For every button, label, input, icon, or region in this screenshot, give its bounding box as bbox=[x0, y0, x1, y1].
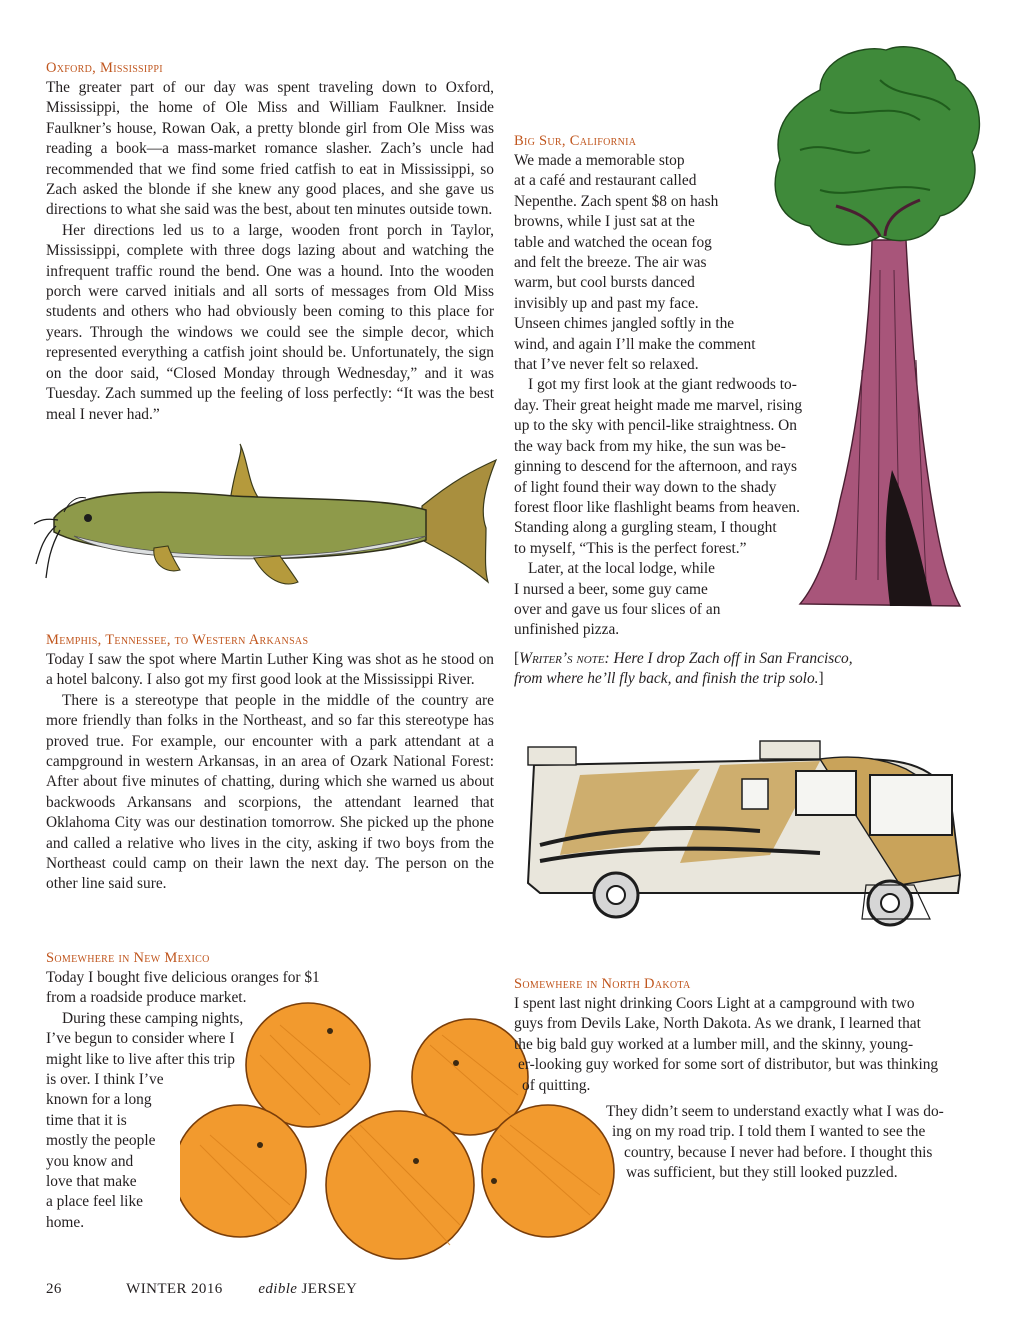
northdakota-line: guys from Devils Lake, North Dakota. As we drank, I learned that bbox=[514, 1015, 921, 1033]
northdakota-line: the big bald guy worked at a lumber mill, and the skinny, young- bbox=[514, 1035, 914, 1053]
heading-newmexico: Somewhere in New Mexico bbox=[46, 950, 210, 966]
catfish-illustration bbox=[34, 440, 502, 590]
newmexico-line: love that make bbox=[46, 1173, 137, 1191]
bigsur-line: Unseen chimes jangled softly in the bbox=[514, 315, 735, 333]
brand-word: JERSEY bbox=[301, 1281, 358, 1297]
oxford-paragraph-2: Her directions led us to a large, wooden front porch in Taylor, Mississippi, complete with three dogs lazing about and watching the infrequent traffic round the bend. One was a hound. Into the wooden porch were carved initials and all sorts of messages from Old Miss students and others who had obviously been coming to this place for years. Through the windows we could see the simple decor, which represented everything a catfish joint should be. Unfortunately, the sign on the door said, “Closed Monday through Wednesday,” and it was Tuesday. Zach summed up the feeling of loss perfectly: “It was the best meal I never had.” bbox=[46, 221, 494, 423]
orange-icon bbox=[326, 1111, 474, 1259]
bigsur-line: Nepenthe. Zach spent $8 on hash bbox=[514, 192, 719, 210]
bigsur-line: Later, at the local lodge, while bbox=[528, 560, 715, 578]
northdakota-line: was sufficient, but they still looked puzzled. bbox=[626, 1164, 898, 1182]
bigsur-line: wind, and again I’ll make the comment bbox=[514, 335, 756, 353]
writers-note-label: Writer’s note: bbox=[519, 649, 610, 667]
northdakota-line: I spent last night drinking Coors Light at a campground with two bbox=[514, 995, 915, 1012]
bigsur-line: unfinished pizza. bbox=[514, 621, 620, 639]
bigsur-line: that I’ve never felt so relaxed. bbox=[514, 356, 699, 374]
newmexico-line: known for a long bbox=[46, 1091, 152, 1109]
bigsur-line: the way back from my hike, the sun was be- bbox=[514, 437, 786, 455]
bigsur-line: up to the sky with pencil-like straightness. On bbox=[514, 417, 797, 435]
oxford-paragraph-1: The greater part of our day was spent traveling down to Oxford, Mississippi, the home of Ole Miss and William Faulkner. Inside Faulkner’s house, Rowan Oak, a pretty blonde girl from Ole Miss was reading a book—a mass-market romance slasher. Zach’s uncle had recommended that we find some fried catfish to eat in Mississippi, so Zach asked the blonde if she knew any good places, and she gave us directions to what she said was the best, about ten minutes outside town. bbox=[46, 79, 494, 219]
bigsur-line: to myself, “This is the perfect forest.” bbox=[514, 539, 747, 557]
bigsur-line: ginning to descend for the afternoon, and rays bbox=[514, 458, 797, 476]
heading-bigsur: Big Sur, California bbox=[514, 133, 637, 149]
issue-label: WINTER 2016 bbox=[126, 1281, 223, 1297]
bigsur-line: I got my first look at the giant redwoods to- bbox=[528, 376, 797, 394]
newmexico-line: home. bbox=[46, 1213, 85, 1231]
heading-oxford: Oxford, Mississippi bbox=[46, 60, 163, 76]
northdakota-line: of quitting. bbox=[522, 1076, 591, 1094]
newmexico-line: time that it is bbox=[46, 1111, 127, 1129]
newmexico-line: from a roadside produce market. bbox=[46, 989, 247, 1007]
bigsur-line: We made a memorable stop bbox=[514, 152, 685, 169]
northdakota-line: country, because I never had before. I thought this bbox=[624, 1143, 933, 1161]
brand-italic: edible bbox=[258, 1281, 298, 1297]
bigsur-line: warm, but cool bursts danced bbox=[514, 274, 695, 292]
page-number: 26 bbox=[46, 1281, 62, 1297]
bigsur-line: day. Their great height made me marvel, rising bbox=[514, 396, 803, 414]
northdakota-line: They didn’t seem to understand exactly what I was do- bbox=[606, 1103, 944, 1121]
bigsur-line: I nursed a beer, some guy came bbox=[514, 580, 708, 598]
newmexico-line: mostly the people bbox=[46, 1132, 156, 1150]
bigsur-line: forest floor like flashlight beams from heaven. bbox=[514, 498, 800, 516]
page-footer bbox=[46, 1281, 357, 1298]
newmexico-line: I’ve begun to consider where I bbox=[46, 1030, 235, 1048]
writers-note-cont: from where he’ll fly back, and finish the trip solo.] bbox=[514, 670, 824, 688]
newmexico-line: might like to live after this trip bbox=[46, 1050, 235, 1068]
newmexico-line: During these camping nights, bbox=[62, 1009, 244, 1027]
section-oxford bbox=[46, 58, 494, 425]
writers-note-line-1: Here I drop Zach off in San Francisco, bbox=[613, 649, 853, 667]
redwood-tree-illustration bbox=[760, 40, 990, 610]
bigsur-line: table and watched the ocean fog bbox=[514, 233, 712, 251]
bigsur-line: of light found their way down to the shady bbox=[514, 478, 777, 496]
newmexico-line: you know and bbox=[46, 1152, 134, 1170]
memphis-paragraph-1: Today I saw the spot where Martin Luther King was shot as he stood on a hotel balcony. I also got my first good look at the Mississippi River. bbox=[46, 651, 494, 689]
heading-memphis: Memphis, Tennessee, to Western Arkansas bbox=[46, 632, 309, 648]
northdakota-line: er-looking guy worked for some sort of distributor, but was thinking bbox=[518, 1056, 939, 1074]
writers-note: [Writer’s note: Here I drop Zach off in San Francisco, bbox=[514, 649, 853, 667]
newmexico-line: a place feel like bbox=[46, 1193, 143, 1211]
section-northdakota bbox=[514, 974, 964, 1184]
bigsur-line: browns, while I just sat at the bbox=[514, 213, 695, 231]
writers-note-line-2: from where he’ll fly back, and finish the trip solo. bbox=[514, 670, 819, 688]
rv-illustration bbox=[520, 735, 965, 935]
northdakota-line: ing on my road trip. I told them I wanted to see the bbox=[612, 1123, 926, 1141]
bigsur-line: and felt the breeze. The air was bbox=[514, 254, 707, 272]
bigsur-line: over and gave us four slices of an bbox=[514, 600, 721, 618]
bigsur-line: Standing along a gurgling steam, I thought bbox=[514, 519, 777, 537]
memphis-paragraph-2: There is a stereotype that people in the middle of the country are more friendly than folks in the Northeast, and so far this stereotype has proved true. For example, our encounter with a park attendant at a campground in western Arkansas, in an area of Ozark National Forest: After about five minutes of chatting, during which she warned us about backwoods Arkansans and scorpions, the attendant learned that Oklahoma City was our destination tomorrow. She picked up the phone and called a relative who lives in the city, asking if two boys from the Northeast could camp on their lawn the next day. The person on the other line said sure. bbox=[46, 691, 494, 893]
orange-icon bbox=[180, 1105, 306, 1237]
brand-name bbox=[258, 1281, 357, 1298]
bigsur-line: at a café and restaurant called bbox=[514, 172, 697, 190]
heading-northdakota: Somewhere in North Dakota bbox=[514, 976, 691, 992]
newmexico-line: Today I bought five delicious oranges for $1 bbox=[46, 969, 320, 986]
orange-icon bbox=[246, 1003, 370, 1127]
bigsur-line: invisibly up and past my face. bbox=[514, 294, 699, 312]
section-memphis bbox=[46, 630, 494, 895]
newmexico-line: is over. I think I’ve bbox=[46, 1071, 164, 1089]
